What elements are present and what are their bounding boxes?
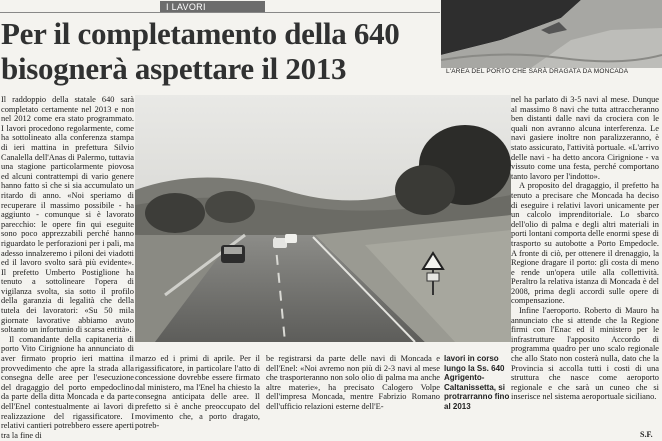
- photo-caption: L'AREA DEL PORTO CHE SARÀ DRAGATA DA MONCADA: [446, 68, 629, 75]
- header-rule: [0, 12, 440, 13]
- column-3-text: be registrarsi da parte delle navi di Moncada e dell'Enel: «Noi avremo non più di 2-3 navi al mese che trasporteranno non solo olio di palma ma anche altre materie», ha precisato Calogero Volpe dell'impresa Moncada, mentre Fabrizio Romano dell'ufficio relazioni esterne dell'E-: [266, 354, 440, 411]
- port-photo: [441, 0, 662, 68]
- article-column-1: [1, 95, 134, 441]
- road-works-illustration: [135, 95, 511, 342]
- column-1-paragraph-2: Il comandante della capitaneria di porto Vito Cirignione ha annunciato di aver firmato proprio ieri mattina il provvedimento che apre la strada alla consegna delle aree per l'esecuzione del dragaggio del porto empedoclino da parte della ditta Moncada e da parte dell'Enel contestualmente ai lavori di realizzazione del rigassificatore. I relativi cantieri potrebbero essere aperti tra la fine di: [1, 334, 134, 440]
- author-signature: S.F.: [640, 430, 653, 439]
- headline-line-1: Per il completamento della 640: [1, 16, 400, 51]
- port-photo-illustration: [441, 0, 662, 68]
- article-column-4: [511, 95, 659, 430]
- section-tag: I LAVORI: [160, 1, 265, 13]
- article-column-3: [266, 354, 440, 412]
- headline-line-2: bisognerà aspettare il 2013: [1, 51, 347, 86]
- column-4-paragraph-1: nel ha parlato di 3-5 navi al mese. Dunque al massimo 8 navi che tutta attraccheranno ben distanti dalle navi da crociera con le quali non avranno alcuna interferenza. Le navi gasiere inoltre non paralizzeranno, è stato assicurato, l'attività portuale. «L'arrivo delle navi - ha detto ancora Cirignione - va vissuto come una festa, perché comportano tanto lavoro per l'indotto».: [511, 95, 659, 181]
- column-4-paragraph-2: A proposito del dragaggio, il prefetto ha tenuto a precisare che Moncada ha deciso di eseguire i relativi lavori unicamente per un calcolo imprenditoriale. Lo sbarco dell'olio di palma e degli altri materiali in porti lontani comporta delle enormi spese di trasporto su autobotte a Porto Empedocle. A fronte di ciò, per ottenere il drenaggio, la Regione dragare il porto: gli costa di meno e rende un'opera utile alla collettività. Peraltro la relativa istanza di Moncada è del 2008, prima degli accordi sulle opere di compensazione.: [511, 181, 659, 306]
- column-2-text: marzo ed i primi di aprile. Per il rigassificatore, in particolare l'atto di concessione dovrebbe essere firmato dal ministero, ma l'Enel ha chiesto la consegna anticipata delle aree. Il prefetto si è anche preoccupato del movimento che, a porto dragato, potreb-: [135, 354, 260, 431]
- road-photo-caption: lavori in corso lungo la Ss. 640 Agrigento-Caltanissetta, si protrarranno fino al 2013: [444, 354, 510, 411]
- article-headline: [1, 16, 441, 86]
- column-1-paragraph-1: Il raddoppio della statale 640 sarà completato certamente nel 2013 e non nel 2012 come era stato programmato. I lavori procedono regolarmente, come ha sottolineato alla conferenza stampa di ieri mattina in prefettura Silvio Canalella dell'Anas di Palermo, tuttavia una stagione particolarmente piovosa ed alcuni contrattempi di vario genere hanno fatto sì che si sia accumulato un ritardo di anno. «Noi speriamo di recuperare il massimo possibile - ha aggiunto - comunque si è lavorato parecchio: le opere fin qui eseguite sono poco apprezzabili perché hanno riguardato le perforazioni per i pali, ma adesso innalzeremo i piloni dei viadotti ed il lavoro svolto sarà più evidente». Il prefetto Umberto Postiglione ha tenuto a sottolineare l'opera di vigilanza svolta, sia sotto il profilo della garanzia di legalità che della tutela dei lavoratori: «Su 50 mila giornate lavorative abbiamo avuto soltanto un infortunio di scarsa entità».: [1, 95, 134, 335]
- article-column-2: [135, 354, 260, 431]
- column-4-paragraph-3: Infine l'aeroporto. Roberto di Mauro ha annunciato che si attende che la Regione firmi con l'Enac ed il ministero per le infrastrutture l'apposito Accordo di programma quadro per uno scalo regionale che allo Stato non costerà nulla, dato che la Provincia si accolla tutti i costi di una struttura che nasce come aeroporto regionale e che sarà un cuneo che si inserisce nel sistema aeroportuale siciliano.: [511, 306, 659, 402]
- road-works-photo: [135, 95, 511, 342]
